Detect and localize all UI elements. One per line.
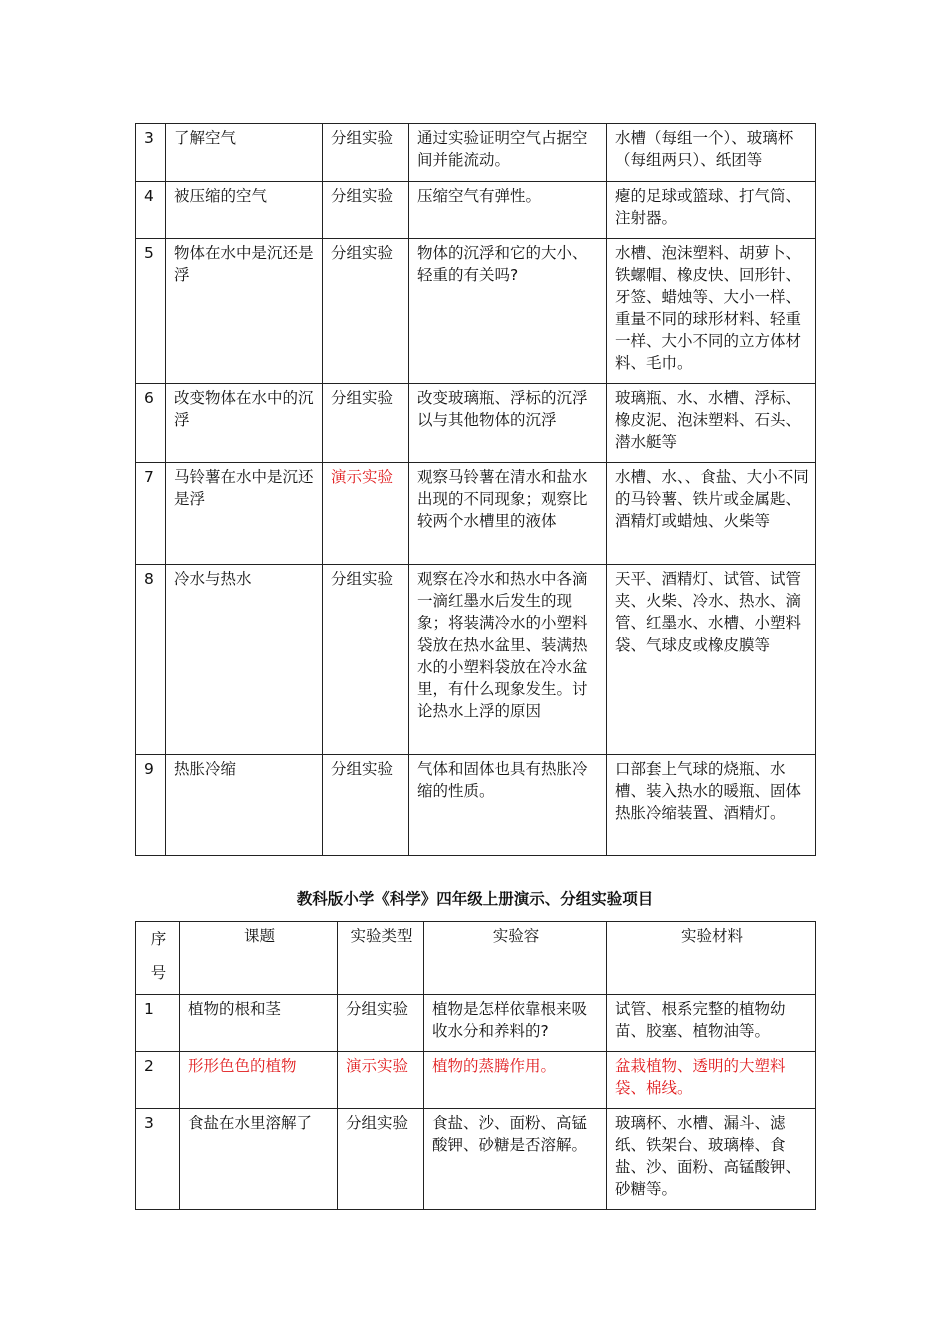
row-content: 通过实验证明空气占据空间并能流动。	[409, 124, 607, 182]
experiment-table-continued	[135, 123, 816, 856]
experiment-table-grade4	[135, 921, 816, 1210]
row-content: 气体和固体也具有热胀冷缩的性质。	[409, 755, 607, 856]
row-title: 物体在水中是沉还是浮	[166, 239, 323, 384]
row-materials: 玻璃杯、水槽、漏斗、滤纸、铁架台、玻璃棒、食盐、沙、面粉、高锰酸钾、砂糖等。	[607, 1109, 816, 1210]
table-header-row	[136, 922, 816, 995]
table-row	[136, 1052, 816, 1109]
row-number: 6	[136, 384, 166, 463]
table-row	[136, 124, 816, 182]
row-title: 热胀冷缩	[166, 755, 323, 856]
row-type: 分组实验	[323, 182, 409, 239]
row-content: 植物的蒸腾作用。	[424, 1052, 607, 1109]
row-number: 3	[136, 124, 166, 182]
row-content: 改变玻璃瓶、浮标的沉浮以与其他物体的沉浮	[409, 384, 607, 463]
row-content: 观察马铃薯在清水和盐水出现的不同现象；观察比较两个水槽里的液体	[409, 463, 607, 565]
table-title: 教科版小学《科学》四年级上册演示、分组实验项目	[296, 890, 654, 908]
row-title: 食盐在水里溶解了	[180, 1109, 338, 1210]
row-type: 演示实验	[338, 1052, 424, 1109]
header-materials: 实验材料	[607, 922, 816, 995]
row-number: 4	[136, 182, 166, 239]
table-row	[136, 565, 816, 755]
row-title: 形形色色的植物	[180, 1052, 338, 1109]
row-title: 改变物体在水中的沉浮	[166, 384, 323, 463]
row-title: 被压缩的空气	[166, 182, 323, 239]
row-number: 7	[136, 463, 166, 565]
row-content: 植物是怎样依靠根来吸收水分和养料的?	[424, 995, 607, 1052]
row-number: 2	[136, 1052, 180, 1109]
row-materials: 水槽、水、、食盐、大小不同的马铃薯、铁片或金属匙、酒精灯或蜡烛、火柴等	[607, 463, 816, 565]
row-type: 分组实验	[323, 124, 409, 182]
table-row	[136, 463, 816, 565]
row-materials: 玻璃瓶、水、水槽、浮标、橡皮泥、泡沫塑料、石头、潜水艇等	[607, 384, 816, 463]
row-content: 压缩空气有弹性。	[409, 182, 607, 239]
row-content: 食盐、沙、面粉、高锰酸钾、砂糖是否溶解。	[424, 1109, 607, 1210]
row-title: 冷水与热水	[166, 565, 323, 755]
row-materials: 天平、酒精灯、试管、试管夹、火柴、冷水、热水、滴管、红墨水、水槽、小塑料袋、气球皮或橡皮膜等	[607, 565, 816, 755]
row-content: 观察在冷水和热水中各滴一滴红墨水后发生的现象；将装满冷水的小塑料袋放在热水盆里、装满热水的小塑料袋放在冷水盆里，有什么现象发生。讨论热水上浮的原因	[409, 565, 607, 755]
row-number: 1	[136, 995, 180, 1052]
row-number: 8	[136, 565, 166, 755]
row-content: 物体的沉浮和它的大小、轻重的有关吗?	[409, 239, 607, 384]
row-materials: 口部套上气球的烧瓶、水槽、装入热水的暖瓶、固体热胀冷缩装置、酒精灯。	[607, 755, 816, 856]
row-type: 分组实验	[323, 565, 409, 755]
table-row	[136, 239, 816, 384]
row-materials: 盆栽植物、透明的大塑料袋、棉线。	[607, 1052, 816, 1109]
row-type: 分组实验	[323, 239, 409, 384]
header-title: 课题	[180, 922, 338, 995]
table-row	[136, 995, 816, 1052]
row-type: 分组实验	[323, 755, 409, 856]
row-materials: 水槽、泡沫塑料、胡萝卜、铁螺帽、橡皮快、回形针、牙签、蜡烛等、大小一样、重量不同的球形材料、轻重一样、大小不同的立方体材料、毛巾。	[607, 239, 816, 384]
row-type: 演示实验	[323, 463, 409, 565]
table-row	[136, 384, 816, 463]
table-row	[136, 755, 816, 856]
row-materials: 瘪的足球或篮球、打气筒、注射器。	[607, 182, 816, 239]
row-number: 5	[136, 239, 166, 384]
header-type: 实验类型	[338, 922, 424, 995]
header-content: 实验容	[424, 922, 607, 995]
row-title: 植物的根和茎	[180, 995, 338, 1052]
row-title: 马铃薯在水中是沉还是浮	[166, 463, 323, 565]
table-row	[136, 1109, 816, 1210]
row-materials: 试管、根系完整的植物幼苗、胶塞、植物油等。	[607, 995, 816, 1052]
row-title: 了解空气	[166, 124, 323, 182]
row-type: 分组实验	[338, 1109, 424, 1210]
row-number: 3	[136, 1109, 180, 1210]
row-type: 分组实验	[323, 384, 409, 463]
row-materials: 水槽（每组一个）、玻璃杯（每组两只）、纸团等	[607, 124, 816, 182]
row-type: 分组实验	[338, 995, 424, 1052]
header-number: 序号	[136, 922, 180, 995]
row-number: 9	[136, 755, 166, 856]
table-row	[136, 182, 816, 239]
